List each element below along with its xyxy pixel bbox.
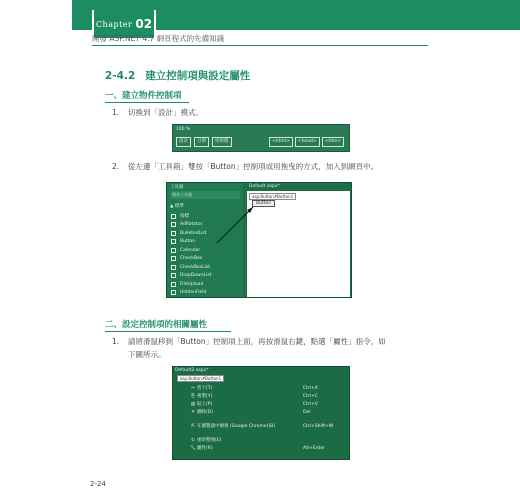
menu-item-shortcut: Ctrl+X [303, 385, 318, 391]
source-mode-button[interactable]: 原始檔 [212, 137, 232, 147]
menu-item-properties[interactable] [189, 444, 345, 452]
tag-html[interactable]: <html> [269, 137, 293, 147]
toolbox-item-label: CheckBox [180, 256, 203, 262]
section-title [105, 68, 250, 83]
step-1-number: 1. [112, 108, 120, 117]
toolbox-item-label: BulletedList [180, 230, 207, 236]
tag-head[interactable]: <head> [295, 137, 320, 147]
chapter-word: Chapter [95, 19, 133, 29]
toolbox-search-input[interactable]: 搜尋工具箱 [170, 191, 240, 199]
document-tab[interactable]: Default.aspx* [247, 183, 350, 191]
toolbox-designer-screenshot [166, 182, 352, 298]
cut-icon: ✂ [191, 385, 195, 391]
tag-breadcrumb [269, 137, 344, 147]
menu-item-shortcut: Del [303, 409, 311, 415]
step-1-text: 切換到「設計」模式。 [128, 108, 203, 117]
menu-item-refresh[interactable] [189, 436, 345, 444]
tag-title[interactable]: <title> [322, 137, 344, 147]
menu-item-shortcut: Alt+Enter [303, 445, 325, 451]
subsection-1-title: 一、建立物件控制項 [105, 91, 182, 101]
step-2 [112, 160, 378, 173]
toolbox-group-standard[interactable]: ▲ 標準 [170, 204, 184, 209]
menu-item-shortcut: Ctrl+V [303, 401, 318, 407]
toolbox-title: 工具箱 [170, 185, 184, 190]
document-tab[interactable]: Default2.aspx* [175, 368, 209, 373]
toolbox-item-label: 指標 [180, 214, 189, 220]
section-number: 2-4.2 [105, 70, 136, 82]
split-mode-button[interactable]: 分割 [194, 137, 209, 147]
chapter-number: 02 [135, 17, 153, 31]
chapter-subtitle: 開發 ASP.NET 4.7 網頁程式的先備知識 [92, 34, 225, 43]
drag-arrow [167, 183, 351, 297]
element-tag-label: asp:Button#Button1 [177, 375, 224, 382]
step-3-line-1: 請將滑鼠移到「Button」控制項上面，再按滑鼠右鍵，點選「屬性」指令。如 [128, 337, 386, 346]
menu-item-label: 貼上(P) [197, 402, 213, 407]
element-tag-label: asp:Button#Button1 [249, 193, 296, 200]
refresh-icon: ↻ [191, 437, 195, 443]
step-3-line-2: 下圖所示。 [128, 350, 166, 359]
section-title-text: 建立控制項與設定屬性 [145, 70, 251, 82]
subsection-2-title: 二、設定控制項的相關屬性 [105, 320, 208, 330]
step-2-number: 2. [112, 162, 120, 171]
toolbox-item-label: CheckBoxList [180, 264, 211, 270]
wrench-icon: 🔧 [190, 445, 196, 451]
subsection-2-rule [105, 331, 231, 332]
button-control[interactable]: Button [252, 200, 275, 207]
menu-item-shortcut: Ctrl+Shift+W [303, 423, 334, 429]
paste-icon: ▤ [190, 401, 196, 407]
menu-item-label: 刪除(D) [197, 410, 213, 415]
menu-item-view-in-browser[interactable] [189, 422, 345, 430]
menu-item-label: 重新整理(E) [197, 438, 222, 443]
menu-item-label: 在瀏覽器中檢視 (Google Chrome)(B) [197, 424, 275, 429]
menu-item-label: 複製(Y) [197, 394, 213, 399]
view-mode-buttons [176, 137, 232, 147]
toolbox-item-label: Calendar [180, 247, 201, 253]
context-menu [189, 384, 345, 452]
toolbox-item-label: FileUpload [180, 281, 204, 287]
step-3 [112, 335, 386, 361]
toolbox-item-label: DropDownList [180, 273, 212, 279]
step-2-text: 從左邊「工具箱」雙按「Button」控制項或用拖曳的方式，加入到網頁中。 [128, 162, 379, 171]
delete-icon: ✕ [191, 409, 195, 415]
copy-icon: ⎘ [191, 394, 195, 399]
browser-icon: ⇱ [191, 423, 195, 429]
page-number: 2-24 [90, 480, 106, 488]
menu-item-shortcut: Ctrl+C [303, 393, 318, 399]
menu-item-paste[interactable] [189, 400, 345, 408]
chapter-rule [92, 45, 428, 46]
toolbox-item-label: AdRotator [180, 222, 203, 228]
zoom-level: 100 % [176, 127, 191, 132]
toolbox-item-label: HiddenField [180, 290, 207, 296]
menu-item-label: 屬性(R) [197, 446, 213, 451]
view-toolbar-screenshot [172, 124, 350, 152]
step-3-number: 1. [112, 337, 120, 346]
menu-item-cut[interactable] [189, 384, 345, 392]
subsection-1-rule [105, 102, 189, 103]
design-mode-button[interactable]: 設計 [176, 137, 191, 147]
context-menu-screenshot [172, 366, 350, 460]
menu-item-delete[interactable] [189, 408, 345, 416]
menu-item-label: 剪下(T) [197, 386, 213, 391]
toolbox-item-label: Button [180, 239, 196, 245]
menu-item-copy[interactable] [189, 392, 345, 400]
step-1 [112, 106, 203, 119]
